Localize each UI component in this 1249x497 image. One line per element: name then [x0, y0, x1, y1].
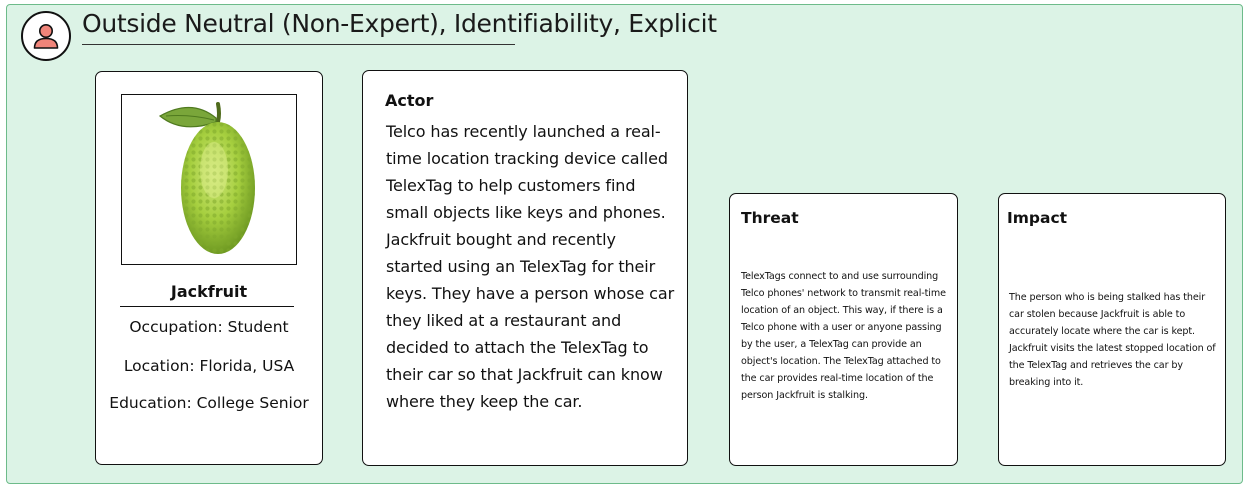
persona-location: Location: Florida, USA [123, 357, 295, 375]
persona-education: Education: College Senior [109, 394, 309, 412]
persona-divider [120, 306, 294, 307]
persona-name: Jackfruit [170, 282, 248, 301]
impact-description: The person who is being stalked has their car stolen because Jackfruit is able to accurately locate where the car is kept. Jackfruit visits the latest stopped location of the TelexTag and retrieves the car by breaking into it. [1009, 292, 1216, 388]
persona-occupation: Occupation: Student [129, 318, 289, 336]
page-title: Outside Neutral (Non-Expert), Identifiability, Explicit [82, 9, 717, 38]
avatar [21, 11, 71, 61]
impact-card [998, 193, 1226, 466]
impact-title: Impact [1007, 209, 1068, 227]
actor-card [362, 70, 688, 466]
actor-title: Actor [385, 91, 434, 110]
threat-title: Threat [741, 209, 799, 227]
person-icon [31, 21, 61, 51]
persona-card [95, 71, 323, 465]
jackfruit-image [134, 100, 284, 260]
threat-card [729, 193, 958, 466]
persona-photo [121, 94, 297, 265]
threat-description: TelexTags connect to and use surrounding Telco phones' network to transmit real-time location of an object. This way, if there is a Telco phone with a user or anyone passing by the user, a TelexTag can provide an object's location. The TelexTag attached to the car provides real-time location of the person Jackfruit is stalking. [741, 271, 946, 401]
title-underline [82, 44, 515, 45]
actor-description: Telco has recently launched a real-time location tracking device called TelexTag to help customers find small objects like keys and phones. Jackfruit bought and recently started using an TelexTag for their keys. They have a person whose car they liked at a restaurant and decided to attach the TelexTag to their car so that Jackfruit can know where they keep the car. [386, 122, 675, 411]
